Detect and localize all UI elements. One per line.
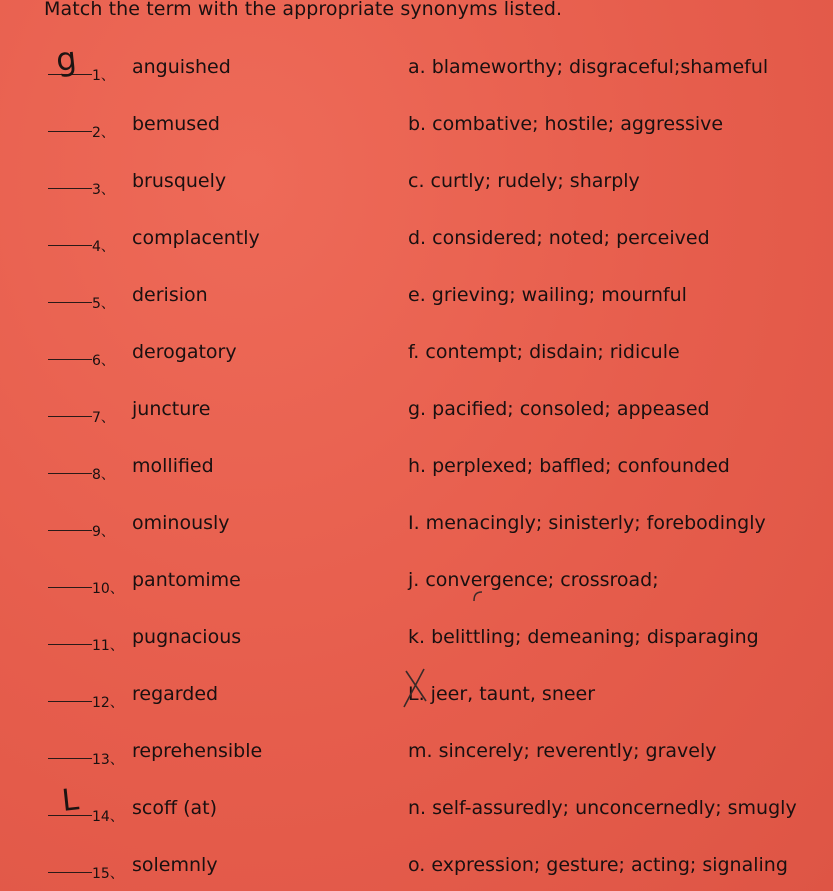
match-row xyxy=(0,170,833,200)
term-number: 15、 xyxy=(92,866,124,882)
answer-blank[interactable] xyxy=(48,587,92,588)
match-row xyxy=(0,569,833,599)
answer-blank[interactable] xyxy=(48,758,92,759)
term-text: bemused xyxy=(132,113,220,135)
match-row xyxy=(0,39,833,86)
definition-text: e. grieving; wailing; mournful xyxy=(408,284,687,306)
match-row xyxy=(0,341,833,371)
handwritten-answer: g xyxy=(54,39,79,79)
answer-blank[interactable] xyxy=(48,416,92,417)
answer-blank[interactable] xyxy=(48,530,92,531)
answer-blank[interactable] xyxy=(48,701,92,702)
term-number: 13、 xyxy=(92,752,124,768)
definition-text: k. belittling; demeaning; disparaging xyxy=(408,626,759,648)
term-text: complacently xyxy=(132,227,260,249)
term-number: 2、 xyxy=(92,125,115,141)
definition-text: d. considered; noted; perceived xyxy=(408,227,710,249)
term-number: 3、 xyxy=(92,182,115,198)
match-row xyxy=(0,626,833,656)
match-row xyxy=(0,113,833,143)
match-row xyxy=(0,227,833,257)
term-number: 7、 xyxy=(92,410,115,426)
answer-blank[interactable] xyxy=(48,302,92,303)
term-text: mollified xyxy=(132,455,214,477)
term-number: 10、 xyxy=(92,581,124,597)
term-number: 4、 xyxy=(92,239,115,255)
pencil-cross-mark xyxy=(396,667,436,711)
match-row xyxy=(0,854,833,884)
match-row xyxy=(0,740,833,770)
pencil-stroke-mark xyxy=(470,587,490,603)
answer-blank[interactable] xyxy=(48,872,92,873)
term-text: pugnacious xyxy=(132,626,242,648)
definition-text: L. jeer, taunt, sneer xyxy=(408,683,596,705)
match-row xyxy=(0,512,833,542)
handwritten-answer: L xyxy=(60,782,81,819)
worksheet-title: Match the term with the appropriate synonyms listed. xyxy=(44,0,563,20)
match-row xyxy=(0,683,833,713)
term-text: juncture xyxy=(132,398,211,420)
definition-text: f. contempt; disdain; ridicule xyxy=(408,341,680,363)
match-row xyxy=(0,284,833,314)
answer-blank[interactable] xyxy=(48,359,92,360)
answer-blank[interactable] xyxy=(48,644,92,645)
definition-text: h. perplexed; baffled; confounded xyxy=(408,455,730,477)
definition-text: a. blameworthy; disgraceful;shameful xyxy=(408,56,769,78)
term-text: ominously xyxy=(132,512,230,534)
match-row xyxy=(0,398,833,428)
answer-blank[interactable] xyxy=(48,473,92,474)
definition-text: m. sincerely; reverently; gravely xyxy=(408,740,717,762)
definition-text: c. curtly; rudely; sharply xyxy=(408,170,640,192)
term-text: derision xyxy=(132,284,208,306)
term-text: anguished xyxy=(132,56,231,78)
definition-text: o. expression; gesture; acting; signaling xyxy=(408,854,788,876)
definition-text: b. combative; hostile; aggressive xyxy=(408,113,724,135)
definition-text: n. self-assuredly; unconcernedly; smugly xyxy=(408,797,797,819)
term-number: 14、 xyxy=(92,809,124,825)
term-number: 6、 xyxy=(92,353,115,369)
term-text: pantomime xyxy=(132,569,241,591)
term-number: 11、 xyxy=(92,638,124,654)
term-number: 9、 xyxy=(92,524,115,540)
term-number: 1、 xyxy=(92,68,115,84)
term-text: regarded xyxy=(132,683,219,705)
term-number: 12、 xyxy=(92,695,124,711)
term-text: derogatory xyxy=(132,341,237,363)
answer-blank[interactable] xyxy=(48,188,92,189)
answer-blank[interactable] xyxy=(48,245,92,246)
definition-text: j. convergence; crossroad; xyxy=(408,569,659,591)
definition-text: I. menacingly; sinisterly; forebodingly xyxy=(408,512,766,534)
term-text: scoff (at) xyxy=(132,797,218,819)
term-number: 8、 xyxy=(92,467,115,483)
term-number: 5、 xyxy=(92,296,115,312)
answer-blank[interactable] xyxy=(48,131,92,132)
match-row xyxy=(0,782,833,827)
term-text: brusquely xyxy=(132,170,227,192)
definition-text: g. pacified; consoled; appeased xyxy=(408,398,710,420)
term-text: reprehensible xyxy=(132,740,263,762)
match-row xyxy=(0,455,833,485)
term-text: solemnly xyxy=(132,854,218,876)
